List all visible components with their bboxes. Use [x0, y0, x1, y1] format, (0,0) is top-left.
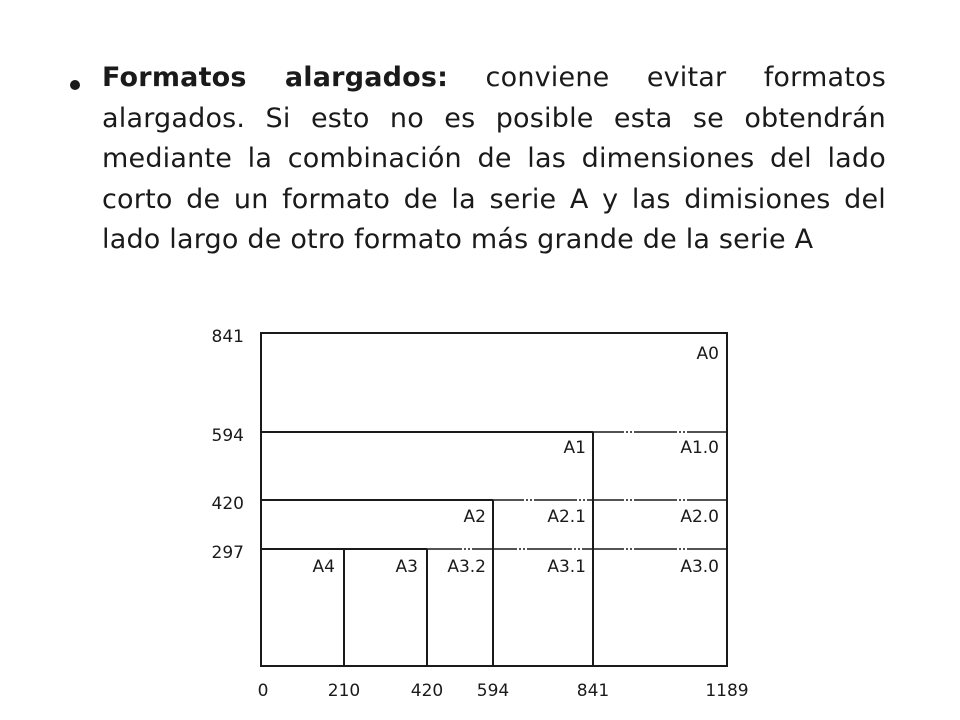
label-a3-1: A3.1	[547, 557, 586, 577]
label-a3-2: A3.2	[447, 557, 486, 577]
label-a3: A3	[395, 557, 418, 577]
label-a3-0: A3.0	[680, 557, 719, 577]
bullet-body: conviene evitar formatos alargados. Si esto no es posible esta se obtendrán mediante la combinación de las dimensiones del lado corto de un formato de la serie A y las dimisiones del lado largo de otro formato más grande de la serie A	[102, 62, 886, 255]
label-a4: A4	[312, 557, 335, 577]
label-a1: A1	[563, 438, 586, 458]
x-tick-594: 594	[476, 681, 510, 701]
y-tick-594: 594	[211, 426, 244, 446]
label-a2: A2	[463, 507, 486, 527]
bullet-term: Formatos alargados:	[102, 62, 449, 93]
label-a1-0: A1.0	[680, 438, 719, 458]
y-tick-420: 420	[211, 494, 244, 514]
label-a2-0: A2.0	[680, 507, 719, 527]
x-tick-841: 841	[576, 681, 610, 701]
x-tick-1189: 1189	[705, 681, 749, 701]
x-tick-420: 420	[410, 681, 444, 701]
y-tick-297: 297	[211, 543, 244, 563]
y-tick-841: 841	[211, 327, 244, 347]
x-tick-0: 0	[257, 681, 269, 701]
x-tick-210: 210	[327, 681, 361, 701]
label-a0: A0	[696, 344, 719, 364]
label-a2-1: A2.1	[547, 507, 586, 527]
